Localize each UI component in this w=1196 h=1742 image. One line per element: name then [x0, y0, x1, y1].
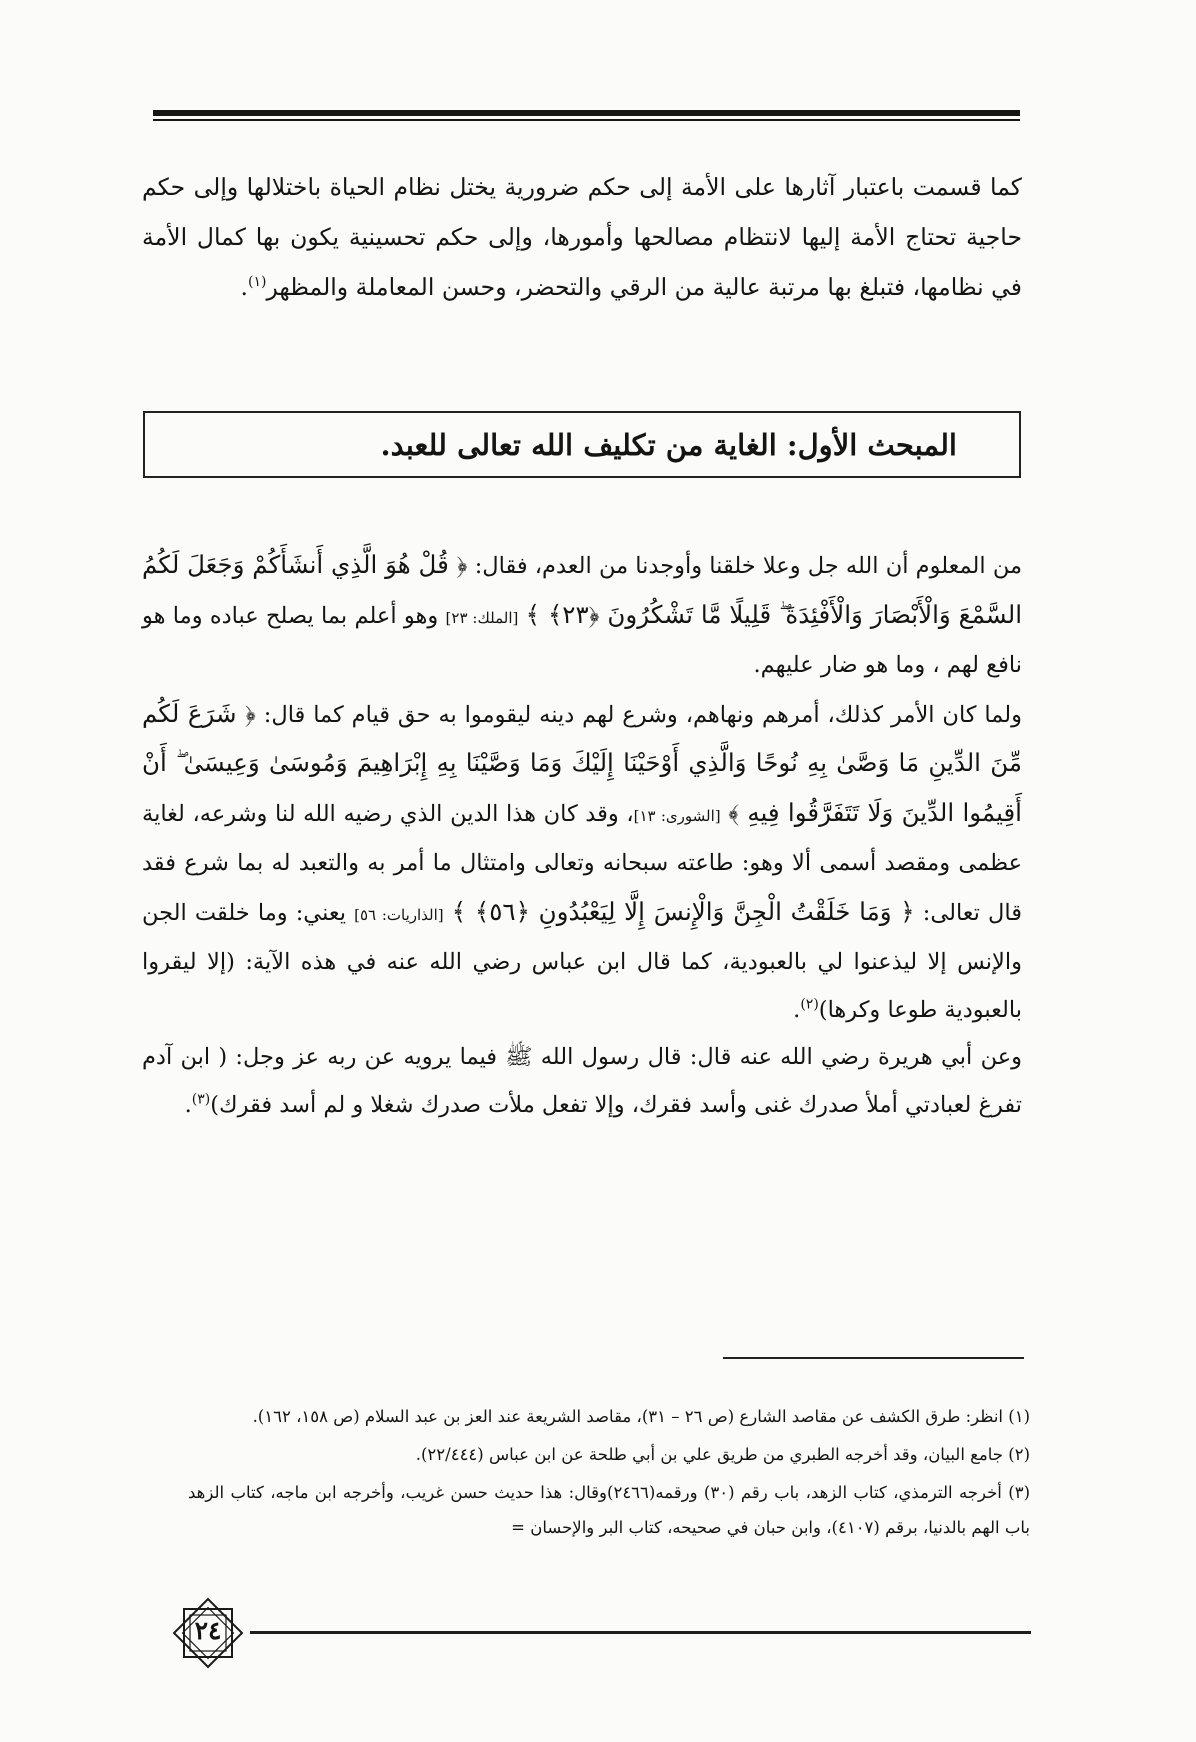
footnote-ref-2[interactable]: (٢) — [800, 996, 819, 1012]
p2-rest: ، وقد كان هذا الدين الذي رضيه الله لنا وشرعه، لغاية عظمى ومقصد أسمى ألا وهو: طاعته سبحانه وتعالى وامتثال ما أمر به والتعبد له بما شرع فقد قال تعالى: — [142, 800, 1023, 926]
intro-end: . — [240, 273, 248, 301]
page-number: ٢٤ — [194, 1616, 222, 1645]
paragraph-2 — [142, 690, 1022, 1035]
p2-rest2: يعني: وما خلقت الجن والإنس إلا ليذعنوا لي بالعبودية، كما قال ابن عباس رضي الله عنه في هذه الآية: (إلا ليقروا بالعبودية طوعا وكرها) — [142, 899, 1022, 1023]
section-heading-box — [143, 411, 1021, 478]
p3-text: وعن أبي هريرة رضي الله عنه قال: قال رسول الله ﷺ فيما يرويه عن ربه عز وجل: ( ابن آدم تفرغ لعبادتي أملأ صدرك غنى وأسد فقرك، وإلا تفعل ملأت صدرك شغلا و لم أسد فقرك) — [142, 1044, 1022, 1118]
body-text — [142, 541, 1022, 1129]
intro-paragraph — [142, 162, 1022, 312]
footnote-1: (١) انظر: طرق الكشف عن مقاصد الشارع (ص ٢٦ – ٣١)، مقاصد الشريعة عند العز بن عبد السلام (ص ١٥٨، ١٦٢). — [252, 1407, 1030, 1426]
footnote-separator — [723, 1357, 1024, 1359]
p1-rest: وهو أعلم بما يصلح عباده وما هو نافع لهم ، وما هو ضار عليهم. — [142, 602, 1022, 678]
p2-end: . — [793, 996, 801, 1023]
paragraph-3 — [142, 1034, 1022, 1129]
section-heading: المبحث الأول: الغاية من تكليف الله تعالى للعبد. — [380, 427, 957, 462]
quran-verse-2: ﴿ شَرَعَ لَكُم مِّنَ الدِّينِ مَا وَصَّىٰ بِهِ نُوحًا وَالَّذِي أَوْحَيْنَا إِلَيْكَ وَمَا وَصَّيْنَا بِهِ إِبْرَاهِيمَ وَمُوسَىٰ وَعِيسَىٰ ۖ أَنْ أَقِيمُوا الدِّينَ وَلَا تَتَفَرَّقُوا فِيهِ ﴾ — [142, 698, 1022, 827]
footnote-ref-3[interactable]: (٣) — [191, 1091, 211, 1107]
intro-text: كما قسمت باعتبار آثارها على الأمة إلى حكم ضرورية يختل نظام الحياة باختلالها وإلى حكم حاجية تحتاج الأمة إليها لانتظام مصالحها وأمورها، وإلى حكم تحسينية يكون بها كمال الأمة في نظامها، فتبلغ بها مرتبة عالية من الرقي والتحضر، وحسن المعاملة والمظهر — [142, 173, 1022, 301]
verse-ref-2: [الشورى: ١٣] — [633, 806, 721, 825]
footer-rule — [250, 1631, 1031, 1634]
page-number-ornament — [168, 1593, 248, 1673]
footnote-ref-1[interactable]: (١) — [247, 274, 267, 291]
paragraph-1 — [142, 541, 1022, 690]
header-double-rule — [153, 110, 1020, 121]
header-thin-rule — [153, 119, 1020, 121]
footnote-3: (٣) أخرجه الترمذي، كتاب الزهد، باب رقم (٣٠) ورقمه(٢٤٦٦)وقال: هذا حديث حسن غريب، وأخرجه ابن ماجه، كتاب الزهد باب الهم بالدنيا، برقم (٤١٠٧)، وابن حبان في صحيحه، كتاب البر والإحسان = — [188, 1483, 1030, 1537]
footnotes — [188, 1399, 1030, 1548]
p3-end: . — [184, 1091, 192, 1118]
verse-ref-3: [الذاريات: ٥٦] — [354, 905, 444, 924]
p1-intro: من المعلوم أن الله جل وعلا خلقنا وأوجدنا من العدم، فقال: — [474, 553, 1022, 579]
quran-verse-3: ﴿ وَمَا خَلَقْتُ الْجِنَّ وَالْإِنسَ إِلَّا لِيَعْبُدُونِ ﴿٥٦﴾ ﴾ — [451, 896, 915, 926]
header-thick-rule — [153, 110, 1020, 116]
quran-verse-1: ﴿ قُلْ هُوَ الَّذِي أَنشَأَكُمْ وَجَعَلَ لَكُمُ السَّمْعَ وَالْأَبْصَارَ وَالْأَفْئِدَةَ ۖ قَلِيلًا مَّا تَشْكُرُونَ ﴿٢٣﴾ ﴾ — [142, 550, 1022, 629]
verse-ref-1: [الملك: ٢٣] — [445, 608, 519, 627]
p2-intro: ولما كان الأمر كذلك، أمرهم ونهاهم، وشرع لهم دينه ليقوموا به حق قيام كما قال: — [263, 701, 1022, 728]
footnote-2: (٢) جامع البيان، وقد أخرجه الطبري من طريق علي بن أبي طلحة عن ابن عباس (٢٢/٤٤٤). — [415, 1445, 1030, 1464]
